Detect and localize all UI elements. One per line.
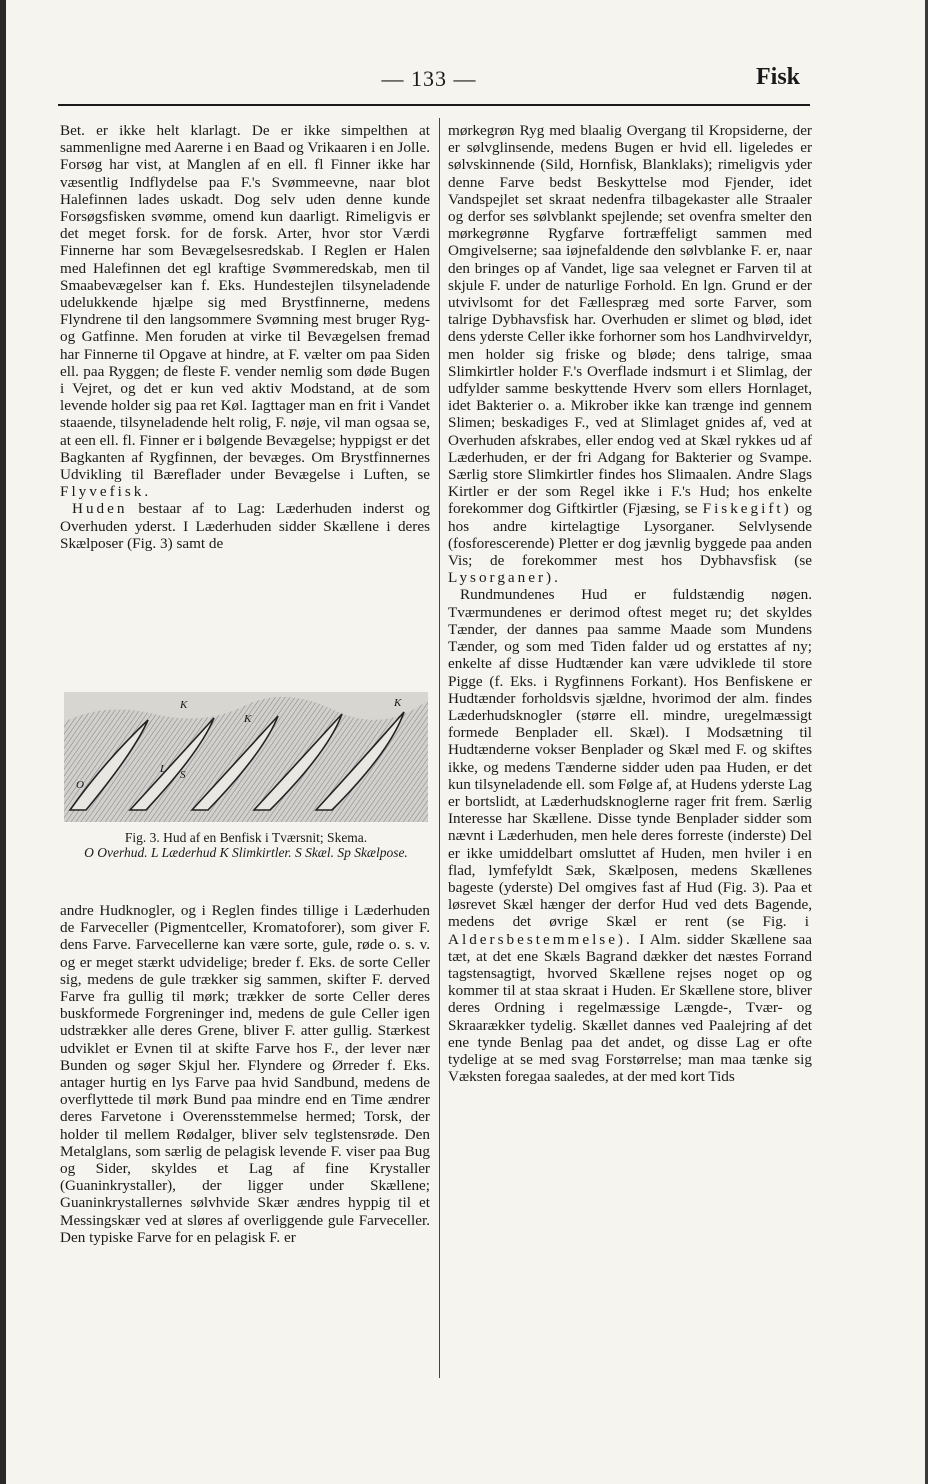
- cross-reference: i Aldersbestemmelse).: [448, 913, 812, 948]
- right-column: [448, 122, 812, 1342]
- cross-reference: Fiskegift): [702, 500, 792, 518]
- text: I Alm. sidder Skællene saa tæt, at det ene Skæls Bagrand dækker det næstes Forrand tagstensagtigt, hvorved Skællene rejses noget op og kommer til at staa skraat i Huden. Er Skællene store, bliver deres Ordning i regelmæssige Længde-, Tvær- og Skraarækker tydelig. Skællet dannes ved Paalejring af det ene tynde Benlag paa det andet, og disse Lag er ofte tydelige at se med svag Forstørrelse; man maa tænke sig Væksten foregaa saaledes, at der med kort Tids: [448, 930, 812, 1086]
- figure-label: S: [180, 769, 186, 781]
- figure-3: [64, 692, 428, 860]
- header-rule: [58, 104, 810, 106]
- figure-label: O: [76, 779, 84, 791]
- left-column-top: [60, 122, 430, 682]
- figure-label: K: [394, 697, 402, 709]
- figure-label: K: [180, 699, 188, 711]
- caption-legend: O Overhud. L Læderhud K Slimkirtler. S Skæl. Sp Skælpose.: [84, 845, 408, 860]
- paragraph: andre Hudknogler, og i Reglen findes tillige i Læderhuden de Farveceller (Pigmentceller, Kromatoforer), som giver F. dens Farve. Farvecellerne kan være sorte, gule, røde o. s. v. og er meget stærkt udvidelige; breder f. Eks. de sorte Celler sig, medens de gule trækker sig sammen, skifter F. derved Farve fra gullig til mørk; trækker de sorte Celler deres buskformede Forgreninger ind, medens de gule Celler igen udstrækker alle deres Grene, bliver F. atter gullig. Stærkest udviklet er Evnen til at skifte Farve hos F., der lever nær Bunden og søger Skjul her. Flyndere og Ørreder f. Eks. antager hurtig en lys Farve paa hvid Sandbund, medens de overflyttede til mørk Bund paa mindre end en Time ændrer deres Farvetone i Overensstemmelse hermed; Torsk, der holder til mellem Rødalger, bliver selv teglstensrøde. Den Metalglans, som særlig de pelagisk levende F. viser paa Bug og Sider, skyldes et Lag af fine Krystaller (Guaninkrystaller), der ligger under Skællene; Guaninkrystallernes sølvhvide Skær ændres hyppig til et Messingskær ved at sløres af overliggende gule Farveceller. Den typiske Farve for en pelagisk F. er: [60, 902, 430, 1246]
- figure-label: K: [244, 713, 252, 725]
- paragraph: [448, 586, 812, 1085]
- scan-edge-left: [0, 0, 6, 1484]
- cross-reference: Flyvefisk.: [60, 483, 152, 501]
- skin-cross-section-illustration: [64, 692, 428, 822]
- paragraph: [60, 122, 430, 500]
- figure-caption: [64, 830, 428, 860]
- paragraph: [60, 500, 430, 552]
- column-rule: [439, 118, 440, 1378]
- running-head: Fisk: [755, 64, 800, 90]
- page-header: [58, 64, 800, 100]
- text: mørkegrøn Ryg med blaalig Overgang til Kropsiderne, der er sølvglinsende, medens Bugen er hvid ell. ligeledes er sølvskinnende (Sild, Hornfisk, Blanklaks); rimeligvis yder denne Farve bedst Beskyttelse mod Fjender, idet Vandspejlet set skraat nedenfra tilbagekaster alle Straaler og derfor ses sølvblankt spejlende; set ovenfra smelter den mørkegrønne Rygfarve fortræffeligt sammen med Omgivelserne; saa iøjnefaldende den sølvblanke F. er, naar den bringes op af Vandet, lige saa velegnet er Farven til at skjule F. under de naturlige Forhold. En lgn. Grund er der utvivlsomt for det Fællespræg med sorte Farver, som talrige Dybhavsfisk har. Overhuden er slimet og blød, idet dens yderste Celler ikke forhorner som hos Landhvirveldyr, men holder sig friske og bløde; dens talrige, smaa Slimkirtler holder F.'s Overflade indsmurt i et Slimlag, der udfylder samme beskyttende Hverv som ellers Hornlaget, idet Bakterier o. a. Mikrober ikke kan trænge ind gennem Slimen; beskadiges F., ved at Slimlaget gnides af, ved at Overhuden afskrabes, eller endog ved at Skæl rykkes ud af Læderhuden, er der fri Adgang for Bakterier og Svampe. Særlig store Slimkirtler findes hos Slimaalen. Andre Slags Kirtler er der som Regel ikke i F.'s Hud; hos enkelte forekommer dog Giftkirtler (Fjæsing, se: [448, 122, 812, 518]
- figure-label: L: [160, 763, 167, 775]
- text: Bet. er ikke helt klarlagt. De er ikke simpelthen at sammenligne med Aarerne i en Baad og Vrikaaren i en Jolle. Forsøg har vist, at Manglen af en ell. fl Finner ikke har væsentlig Indflydelse paa F.'s Svømmeevne, naar blot Halefinnen lades uskadt. Dog selv uden denne kunde Forsøgsfisken svømme, omend kun daarligt. Rimeligvis er det meget forsk. for de forsk. Arter, hvor stor Værdi Finnerne har som Bevægelsesredskab. I Reglen er Halen med Halefinnen det egl kraftige Svømmeredskab, men til Smaabevægelser kan f. Eks. Hundestejlen tilsyneladende udelukkende hjælpe sig med Brystfinnerne, medens Flyndrene til den langsommere Svømning mest bruger Ryg- og Gatfinne. Men foruden at virke til Bevægelsen fremad har Finnerne til Opgave at hindre, at F. vælter om paa Siden ell. paa Ryggen; de fleste F. vender nemlig som døde Bugen i Vejret, og det er kun ved aktiv Modstand, at de som levende holder sig paa ret Køl. Iagttager man en frit i Vandet staaende, tilsyneladende helt rolig, F. nøje, vil man ogsaa se, at een ell. fl. Finner er i bølgende Bevægelse; hyppigst er det Bagkanten af Rygfinnen, der bevæges. Om Brystfinnernes Udvikling til Bæreflader under Bevægelse i Luften, se: [60, 122, 430, 484]
- cross-reference: Lysorganer).: [448, 569, 561, 587]
- paragraph: [448, 122, 812, 586]
- text: bestaar af to Lag: Læderhuden inderst og Overhuden yderst. I Læderhuden sidder Skællene i deres Skælposer (Fig. 3) samt de: [60, 500, 430, 552]
- page-number: — 133 —: [381, 66, 477, 91]
- left-column-bottom: [60, 902, 430, 1342]
- section-term: Huden: [72, 500, 128, 518]
- text: Rundmundenes Hud er fuldstændig nøgen. Tværmundenes er derimod oftest meget ru; det skyldes Tænder, der dannes paa samme Maade som Mundens Tænder, og som med Tiden falder ud og erstattes af ny; enkelte af disse Hudtænder kan være udviklede til store Pigge (f. Eks. i Rygfinnens Forkant). Hos Benfiskene er Hudtænder forholdsvis sjældne, hvorimod der alm. findes Læderhudsknogler (større ell. mindre, uregelmæssigt formede Benplader ell. Skæl). I Modsætning til Hudtænderne vokser Benplader og Skæl med F. og skiftes ikke, og medens Tænderne sidder uden paa Huden, er det kun tilsyneladende ell. som Følge af, at Hudens yderste Lag er bortslidt, at Læderhudsknoglerne rager frit frem. Særlig Interesse har Skællene. Disse tynde Benplader sidder som nævnt i Læderhuden, men hele deres forreste (inderste) Del er ikke umiddelbart omsluttet af Huden, men hviler i en flad, lymfefyldt Sæk, Skælposen, medens Skællenes bageste (yderste) Del omgives fast af Hud (Fig. 3). Paa et løsrevet Skæl hænger der derfor Hud ved dets Bagende, medens det øvrige Skæl er rent (se Fig.: [448, 586, 812, 931]
- caption-title: Fig. 3. Hud af en Benfisk i Tværsnit; Skema.: [124, 830, 368, 845]
- text: og hos andre kirtelagtige Lysorganer. Selvlysende (fosforescerende) Pletter er dog jævnlig byggede paa anden Vis; de forekommer mest hos Dybhavsfisk (se: [448, 500, 812, 570]
